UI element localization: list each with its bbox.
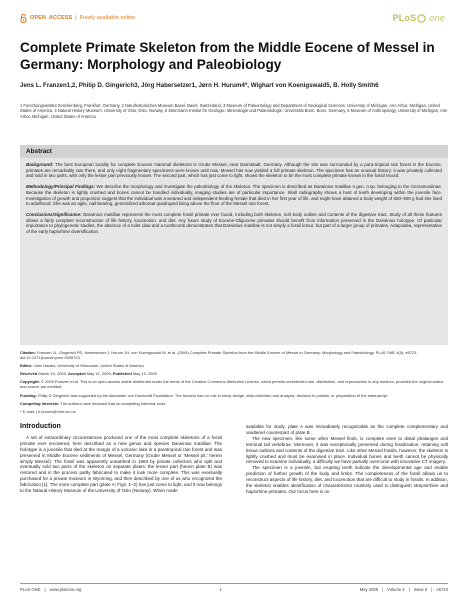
- intro-paragraph-3: The specimen is a juvenile, but erupting teeth indicate the developmental age and enable prediction of further growth of the body and limbs. The completeness of the fossil allows us to reconstruct aspects of life history, diet, and locomotion that are difficult to study in fossils. In addition, the skeleton enables identification of characteristics routinely used to distinguish strepsirrhine and haplorhine primates. Our focus here is on: [246, 465, 448, 494]
- funding-label: Funding:: [20, 392, 37, 398]
- intro-paragraph-1: A set of extraordinary circumstances produced one of the most complete skeletons of a fossil primate ever recovered, here described as a new genus and species Darwinius masillae. The holotype is a juvenile that died at the margin of a volcanic lake in a paratropical rain forest and was preserved in Middle Eocene sediments of Messel, Germany (Grube Messel or 'Messel pit,' herein simply Messel). The fossil was apparently unearthed in 1983 by private collectors who split and eventually sold two parts of the skeleton on separate plates: the lesser part (herein plate B) was restored and in the process partly fabricated to make it look more complete. This was eventually purchased for a private museum in Wyoming, and then described by one of us who recognized the fabrication [1]. The more complete part (plate A; Figs. 1–2) has just come to light, and it now belongs to the Natural History Museum of the University of Oslo (Norway). When made: [20, 434, 222, 494]
- introduction-heading: Introduction: [20, 423, 61, 430]
- abstract-conclusions: [26, 212, 442, 235]
- copyright-label: Copyright:: [20, 379, 40, 385]
- copyright-text: © 2009 Franzen et al. This is an open-access article distributed under the terms of the Creative Commons Attribution License, which permits unrestricted use, distribution, and reproduction in any medium, provided the original author and source are credited.: [20, 379, 444, 390]
- footer-sep-4: |: [431, 587, 433, 592]
- footer-sep: |: [44, 587, 46, 592]
- access-label: ACCESS: [48, 15, 73, 21]
- competing-text: The authors have declared that no competing interests exist.: [60, 400, 166, 406]
- header-bar: [20, 11, 445, 25]
- body-column-right: [246, 424, 448, 495]
- received-label: Received: [20, 371, 38, 377]
- conclusions-text: Darwinius masillae represents the most complete fossil primate ever found, including both skeleton, soft body outline and contents of the digestive tract. Study of all these features allows a fairly complete reconstruction of life history, locomotion, and diet. Any future study of Eocene-Oligocene primates should benefit from information preserved in the Darwinius holotype. Of particular importance to phylogenetic studies, the absence of a toilet claw and a toothcomb demonstrates that Darwinius masillae is not simply a fossil lemur, but part of a larger group of primates, Adapoidea, representative of the early haplorhine diversification.: [26, 211, 442, 235]
- availability-label: Freely available online: [79, 15, 136, 21]
- footer-left: [20, 587, 81, 592]
- methodology-label: Methodology/Principal Findings:: [26, 184, 96, 190]
- background-label: Background:: [26, 162, 54, 167]
- abstract-box: [20, 145, 448, 345]
- open-access-badge: [20, 14, 135, 23]
- competing-label: Competing Interests:: [20, 400, 60, 406]
- open-label: OPEN: [30, 15, 46, 21]
- affiliations: 1 Forschungsinstitut Senckenberg, Frankfurt, Germany, 2 Naturhistorisches Museum Basel, Basel, Switzerland, 3 Museum of Paleontology and Department of Geological Sciences, University of Michigan, Ann Arbor, Michigan, United States of America, 4 Natural History Museum, University of Oslo, Oslo, Norway, 5 Steinmann-Institut für Geologie, Mineralogie und Paläontologie, Universität Bonn, Bonn, Germany, 6 Museum of Anthropology, University of Michigan, Ann Arbor, Michigan, United States of America: [20, 103, 448, 119]
- copyright: [20, 379, 448, 389]
- background-text: The best European locality for complete Eocene mammal skeletons is Grube Messel, near Darmstadt, Germany. Although the site was surrounded by a para-tropical rain forest in the Eocene, primates are remarkably rare there, and only eight fragmentary specimens were known until now. Messel has now yielded a full primate skeleton. The specimen has an unusual history: it was privately collected and sold in two parts, with only the lesser part previously known. The second part, which has just come to light, shows the skeleton to be the most complete primate known in the fossil record.: [26, 162, 443, 179]
- logo-plos-text: PLoS: [392, 13, 417, 23]
- published-label: Published: [112, 371, 132, 377]
- accepted-date: May 12, 2009;: [86, 371, 112, 377]
- editor-text: John Hawks, University of Wisconsin, United States of America: [33, 363, 144, 369]
- accepted-label: Accepted: [67, 371, 86, 377]
- conclusions-label: Conclusions/Significance:: [26, 211, 82, 217]
- logo-one-text: one: [429, 13, 445, 23]
- citation-label: Citation:: [20, 350, 36, 355]
- citation-text: Franzen JL, Gingerich PD, Habersetzer J, Hurum JH, von Koenigswald W, et al. (2009) Complete Primate Skeleton from the Middle Eocene of Messel in Germany: Morphology and Paleobiology. PLoS ONE 4(5): e5723. doi:10.1371/journal.pone.0005723: [20, 350, 418, 361]
- article-metadata: [20, 350, 448, 417]
- footer-sep-2: |: [382, 587, 384, 592]
- footer-site-link[interactable]: www.plosone.org: [49, 587, 82, 592]
- abstract-heading: Abstract: [20, 145, 448, 158]
- footer-page-number: 1: [219, 587, 222, 592]
- footer-right: [360, 587, 448, 592]
- editor-label: Editor:: [20, 363, 33, 369]
- footer-date: May 2009: [359, 587, 379, 592]
- plos-one-logo: [393, 13, 445, 23]
- plos-circle-icon: [417, 14, 426, 23]
- footer-issue: Issue 5: [413, 587, 428, 592]
- competing-interests: [20, 401, 448, 406]
- abstract-methodology: [26, 184, 442, 207]
- abstract-body: [20, 158, 448, 235]
- body-column-left: [20, 424, 222, 494]
- footer-volume: Volume 4: [387, 587, 405, 592]
- citation: [20, 350, 448, 360]
- article-title: Complete Primate Skeleton from the Middle Eocene of Messel in Germany: Morphology and Paleobiology: [20, 40, 435, 72]
- funding: [20, 393, 448, 398]
- received-date: March 19, 2009;: [38, 371, 67, 377]
- corresponding-email[interactable]: * E-mail: j.h.hurum@nhm.uio.no: [20, 408, 76, 414]
- footer-article: e5723: [436, 587, 448, 592]
- open-lock-icon: [20, 14, 27, 23]
- editor: [20, 363, 448, 368]
- funding-text: Philip D Gingerich was supported by the Alexander von Humboldt Foundation. The funders had no role in study design, data collection and analysis, decision to publish, or preparation of the manuscript.: [37, 392, 389, 398]
- methodology-text: We describe the morphology and investigate the paleobiology of the skeleton. The specimen is described as Darwinius masillae n.gen. n.sp. belonging to the Cercamoniinae. Because the skeleton is lightly crushed and bones cannot be handled individually, imaging studies are of particular importance. Skull radiography shows a host of teeth developing within the juvenile face. Investigation of growth and proportion suggest that the individual was a weaned and independent-feeding female that died in her first year of life, and might have attained a body weight of 650–900 g had she lived to adulthood. She was an agile, nail-bearing, generalized arboreal quadruped living above the floor of the Messel rain forest.: [26, 184, 443, 207]
- author-list: Jens L. Franzen1,2, Philip D. Gingerich3, Jörg Habersetzer1, Jørn H. Hurum4*, Wighart von Koenigswald5, B. Holly Smith6: [20, 82, 379, 89]
- abstract-background: [26, 162, 442, 179]
- intro-paragraph-2: The new specimen, like some other Messel finds, is complete even to distal phalanges and terminal tail vertebrae. Moreover, it was exceptionally preserved during fossilization, retaining soft tissue outlines and contents of the digestive tract. Like other Messel fossils, however, the skeleton is lightly crushed and must be examined in place. Individual bones and teeth cannot be physically removed to examine individually, a difficulty we have partially overcome with innovative CT imagery.: [246, 435, 448, 465]
- page-footer: [20, 583, 448, 593]
- intro-paragraph-continued: available for study, plate A was immediately recognizable as the complete complementary and unaltered counterpart of plate B.: [246, 424, 448, 435]
- dates: [20, 371, 448, 376]
- published-date: May 19, 2009: [132, 371, 157, 377]
- footer-sep-3: |: [408, 587, 410, 592]
- footer-journal: PLoS ONE: [20, 587, 41, 592]
- header-separator: |: [75, 15, 77, 21]
